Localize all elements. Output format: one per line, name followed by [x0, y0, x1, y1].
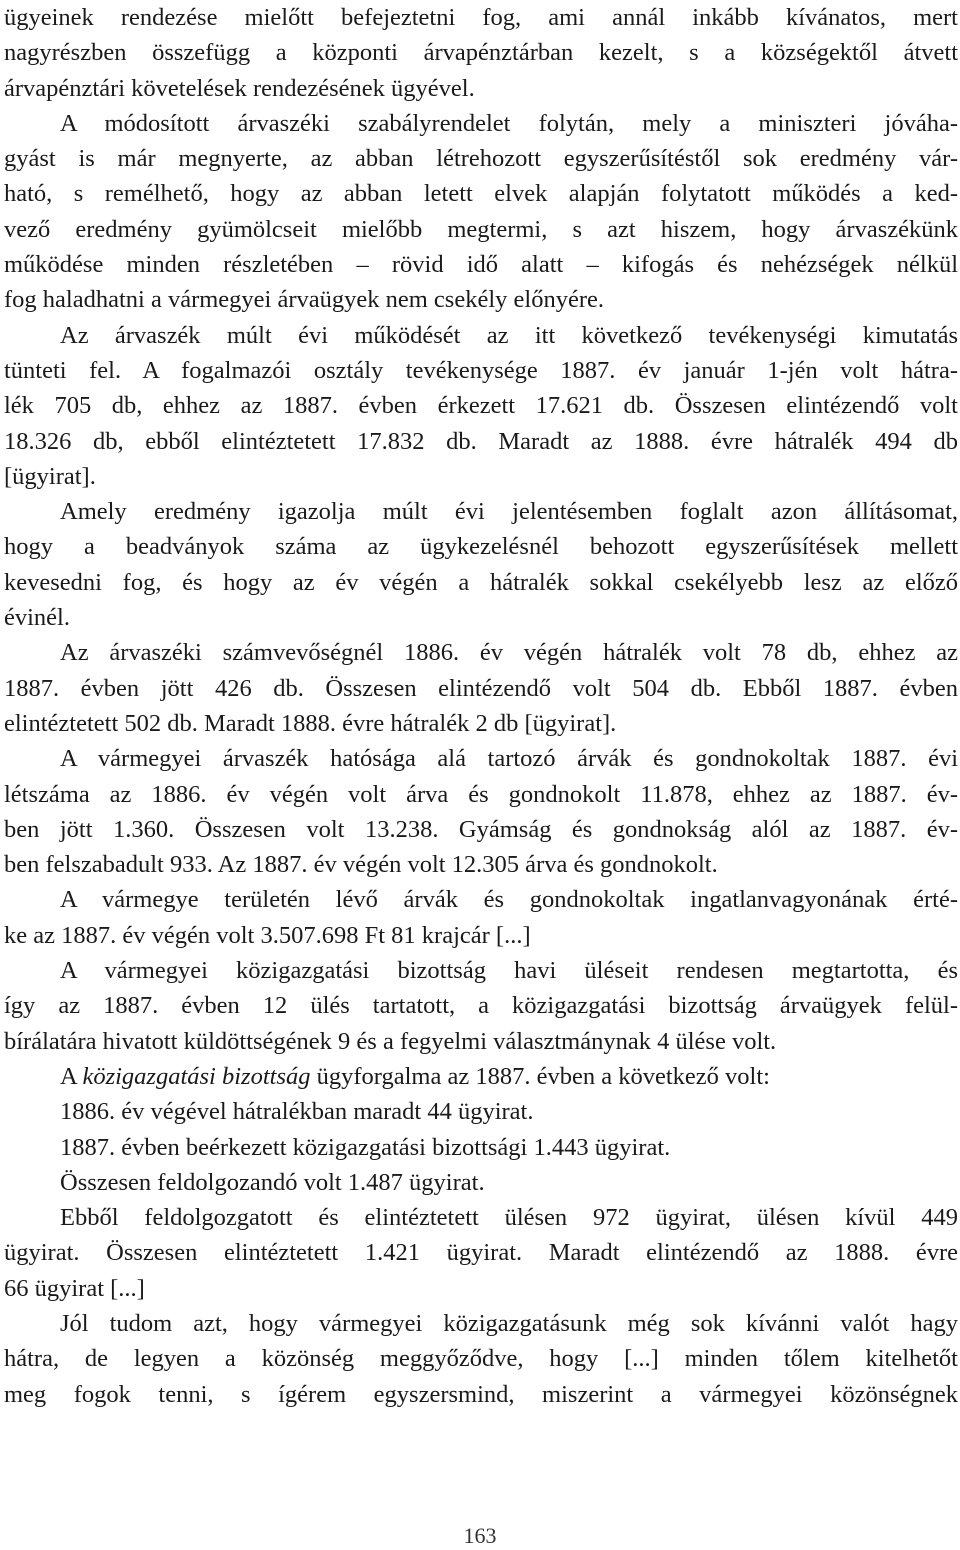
text-line: Az árvaszéki számvevőségnél 1886. év végén hátralék volt 78 db, ehhez az [60, 639, 958, 667]
page-number: 163 [463, 1523, 497, 1548]
text-line: Jól tudom azt, hogy vármegyei közigazgatásunk még sok kívánni valót hagy [60, 1309, 958, 1337]
text-line: árvapénztári követelések rendezésének ügyével. [4, 74, 475, 102]
text-line: bírálatára hivatott küldöttségének 9 és a fegyelmi választmánynak 4 ülése volt. [4, 1027, 777, 1055]
text-line: fog haladhatni a vármegyei árvaügyek nem csekély előnyére. [4, 286, 604, 314]
text-line: 18.326 db, ebből elintéztetett 17.832 db. Maradt az 1888. évre hátralék 494 db [4, 427, 958, 455]
text-line: ke az 1887. év végén volt 3.507.698 Ft 81 krajcár [...] [4, 921, 531, 949]
text-line: meg fogok tenni, s ígérem egyszersmind, miszerint a vármegyei közönségnek [4, 1380, 958, 1408]
text-line: ügyeinek rendezése mielőtt befejeztetni fog, ami annál inkább kívánatos, mert [4, 4, 958, 31]
text-line: elintéztetett 502 db. Maradt 1888. évre hátralék 2 db [ügyirat]. [4, 709, 617, 737]
text-line: így az 1887. évben 12 ülés tartatott, a közigazgatási bizottság árvaügyek felül- [4, 992, 958, 1020]
text-line: hogy a beadványok száma az ügykezelésnél behozott egyszerűsítések mellett [4, 533, 958, 561]
document-page [4, 0, 958, 1412]
text-line: A vármegye területén lévő árvák és gondnokoltak ingatlanvagyonának érté- [60, 886, 958, 914]
text-line: ható, s remélhető, hogy az abban letett elvek alapján folytatott működés a ked- [4, 180, 958, 208]
text-line: 66 ügyirat [...] [4, 1274, 145, 1302]
text-line: nagyrészben összefügg a központi árvapénztárban kezelt, s a községektől átvett [4, 39, 958, 67]
text-line: 1887. évben jött 426 db. Összesen elintézendő volt 504 db. Ebből 1887. évben [4, 674, 958, 702]
text-line: Az árvaszék múlt évi működését az itt következő tevékenységi kimutatás [60, 321, 958, 349]
text-line: [ügyirat]. [4, 462, 96, 490]
text-line: hátra, de legyen a közönség meggyőződve, hogy [...] minden tőlem kitelhetőt [4, 1345, 958, 1373]
text-line: ügyirat. Összesen elintéztetett 1.421 ügyirat. Maradt elintézendő az 1888. évre [4, 1239, 958, 1267]
text-line: ben jött 1.360. Összesen volt 13.238. Gyámság és gondnokság alól az 1887. év- [4, 815, 958, 843]
text-line: 1887. évben beérkezett közigazgatási bizottsági 1.443 ügyirat. [60, 1133, 671, 1161]
text-line: tünteti fel. A fogalmazói osztály tevékenysége 1887. év január 1-jén volt hátra- [4, 356, 958, 384]
emphasis: közigazgatási bizottság [82, 1062, 311, 1090]
text-line: A vármegyei árvaszék hatósága alá tartozó árvák és gondnokoltak 1887. évi [60, 745, 958, 773]
text-line: vező eredmény gyümölcseit mielőbb megtermi, s azt hiszem, hogy árvaszékünk [4, 215, 958, 243]
text-line: gyást is már megnyerte, az abban létrehozott egyszerűsítéstől sok eredmény vár- [4, 145, 958, 173]
text-line: létszáma az 1886. év végén volt árva és gondnokolt 11.878, ehhez az 1887. év- [4, 780, 958, 808]
text-line: lék 705 db, ehhez az 1887. évben érkezett 17.621 db. Összesen elintézendő volt [4, 392, 958, 420]
text-line: évinél. [4, 604, 70, 632]
text-line: A közigazgatási bizottság ügyforgalma az 1887. évben a következő volt: [60, 1062, 770, 1090]
text-line: Ebből feldolgozgatott és elintéztetett ülésen 972 ügyirat, ülésen kívül 449 [60, 1204, 958, 1232]
text-line: 1886. év végével hátralékban maradt 44 ügyirat. [60, 1098, 534, 1126]
text-line: Amely eredmény igazolja múlt évi jelentésemben foglalt azon állításomat, [60, 498, 958, 526]
text-line: működése minden részletében – rövid idő alatt – kifogás és nehézségek nélkül [4, 251, 958, 279]
text-line: A módosított árvaszéki szabályrendelet folytán, mely a miniszteri jóváha- [60, 109, 958, 137]
text-line: A vármegyei közigazgatási bizottság havi üléseit rendesen megtartotta, és [60, 957, 958, 985]
text-line: kevesedni fog, és hogy az év végén a hátralék sokkal csekélyebb lesz az előző [4, 568, 958, 596]
text-line: Összesen feldolgozandó volt 1.487 ügyirat. [60, 1168, 485, 1196]
text-line: ben felszabadult 933. Az 1887. év végén volt 12.305 árva és gondnokolt. [4, 851, 718, 879]
